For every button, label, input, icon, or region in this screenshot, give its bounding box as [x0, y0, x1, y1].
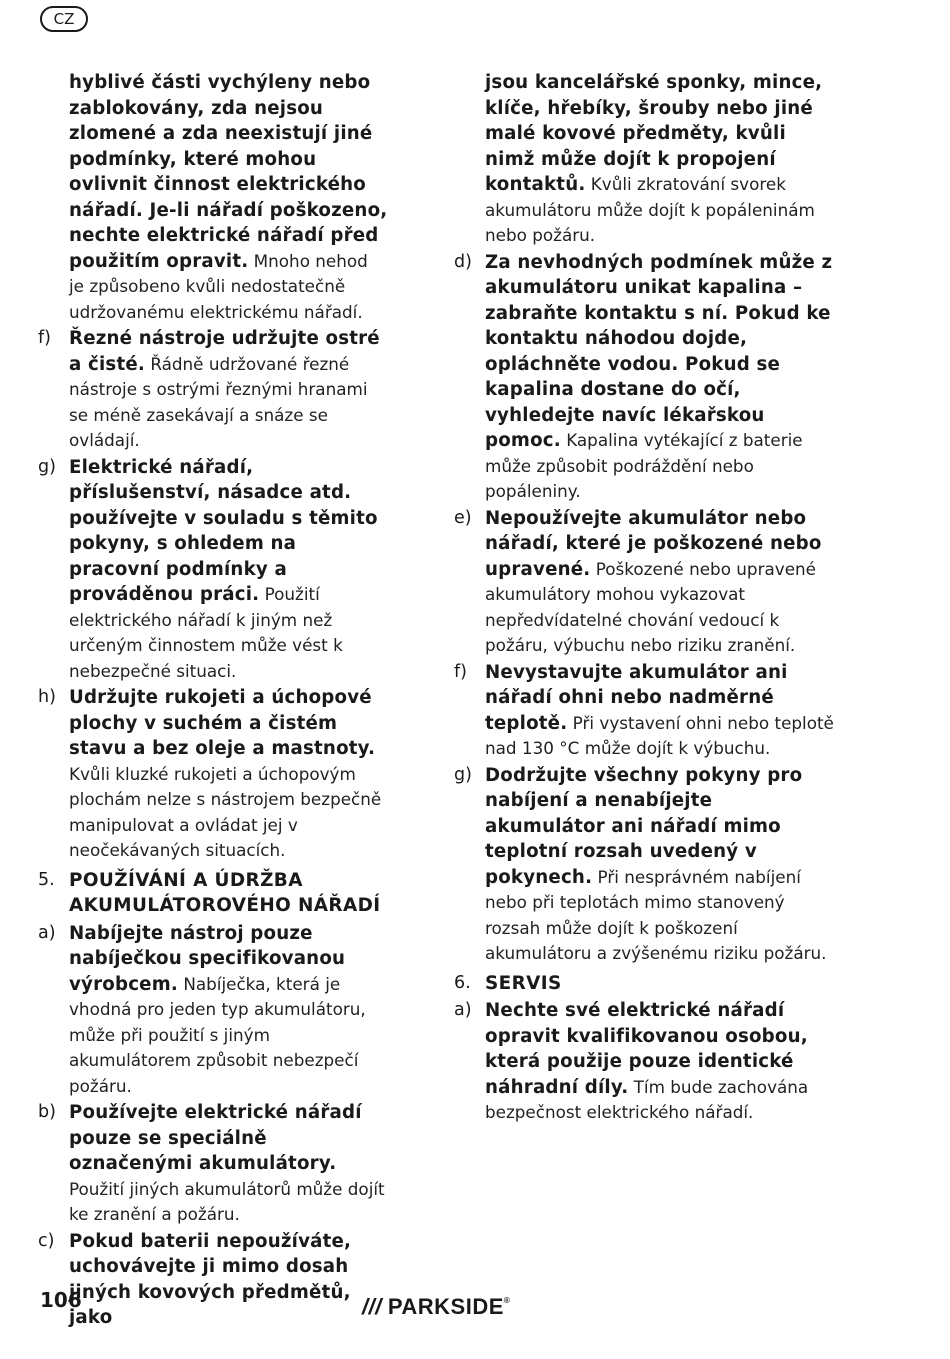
- list-item-h: [38, 685, 388, 864]
- list-item-text: Tím bude zachována bezpečnost elektrického nářadí.: [485, 1076, 809, 1122]
- list-item-text: Kvůli kluzké rukojeti a úchopovým plochám nelze s nástrojem bezpečně manipulovat a ovládat jej v neočekávaných situacích.: [69, 763, 382, 860]
- list-item-d: [454, 250, 834, 505]
- intro-bold-text: hyblivé části vychýleny nebo zablokovány, zda nejsou zlomené a zda neexistují jiné podmínky, které mohou ovlivnit činnost elektrického nářadí. Je-li nářadí poškozeno, nechte elektrické nářadí před použitím opravit.: [69, 72, 388, 272]
- brand-logo: [362, 1294, 510, 1320]
- right-column: [454, 70, 834, 1127]
- list-item-letter: h): [38, 687, 56, 707]
- brand-name: PARKSIDE: [387, 1294, 504, 1319]
- list-item-text: Řádně udržované řezné nástroje s ostrými řeznými hranami se méně zasekávají a snáze se ovládají.: [69, 353, 368, 450]
- list-item-letter: g): [454, 764, 472, 785]
- section-title: POUŽÍVÁNÍ A ÚDRŽBA AKUMULÁTOROVÉHO NÁŘADÍ: [69, 869, 381, 916]
- list-item-bold: Elektrické nářadí, příslušenství, násadce atd. používejte v souladu s těmito pokyny, s ohledem na pracovní podmínky a prováděnou práci.: [69, 456, 378, 605]
- list-item-b: [38, 1100, 388, 1228]
- section-5-heading: [38, 868, 388, 919]
- left-column: [38, 70, 388, 1332]
- section-number: 6.: [454, 972, 471, 993]
- page-number: 106: [40, 1288, 82, 1312]
- list-item-g: [38, 455, 388, 685]
- list-item-letter: d): [454, 251, 472, 272]
- list-item-letter: g): [38, 456, 56, 477]
- language-badge: CZ: [40, 6, 88, 32]
- list-item-letter: a): [454, 1000, 472, 1020]
- list-item-bold: Nechte své elektrické nářadí opravit kvalifikovanou osobou, která použije pouze identické náhradní díly.: [485, 1000, 808, 1098]
- list-item-bold: Pokud baterii nepoužíváte, uchovávejte ji mimo dosah jiných kovových předmětů, jako: [69, 1230, 352, 1328]
- section-title: SERVIS: [485, 972, 562, 994]
- brand-slashes: ///: [362, 1294, 382, 1319]
- list-item-letter: f): [454, 661, 467, 682]
- continuation-normal-text: Kvůli zkratování svorek akumulátoru může dojít k popáleninám nebo požáru.: [485, 174, 815, 245]
- list-item-bold: Udržujte rukojeti a úchopové plochy v suchém a čistém stavu a bez oleje a mastnoty.: [69, 687, 376, 759]
- intro-normal-text: Mnoho nehod je způsobeno kvůli nedostatečně udržovanému elektrickému nářadí.: [69, 250, 368, 322]
- list-item-a: [454, 998, 834, 1126]
- list-item-f: [38, 326, 388, 454]
- list-item-text: Při vystavení ohni nebo teplotě nad 130 °C může dojít k výbuchu.: [485, 712, 834, 758]
- list-item-a: [38, 921, 388, 1100]
- list-item-letter: a): [38, 922, 56, 943]
- continuation-paragraph: [454, 70, 834, 249]
- list-item-text: Použití elektrického nářadí k jiným než určeným činnostem může vést k nebezpečné situaci.: [69, 584, 343, 681]
- list-item-text: Při nesprávném nabíjení nebo při teplotách mimo stanovený rozsah může dojít k poškození akumulátoru a zvýšenému riziku požáru.: [485, 866, 827, 963]
- list-item-bold: Nepoužívejte akumulátor nebo nářadí, které je poškozené nebo upravené.: [485, 507, 822, 580]
- section-6-heading: [454, 971, 834, 997]
- list-item-e: [454, 506, 834, 659]
- list-item-text: Kapalina vytékající z baterie může způsobit podráždění nebo popáleniny.: [485, 430, 803, 501]
- list-item-bold: Nevystavujte akumulátor ani nářadí ohni nebo nadměrné teplotě.: [485, 661, 788, 734]
- list-item-text: Nabíječka, která je vhodná pro jeden typ akumulátoru, může při použití s jiným akumulátorem způsobit nebezpečí požáru.: [69, 973, 366, 1096]
- registered-mark: ®: [503, 1296, 511, 1305]
- list-item-bold: Nabíjejte nástroj pouze nabíječkou specifikovanou výrobcem.: [69, 922, 346, 995]
- list-item-bold: Dodržujte všechny pokyny pro nabíjení a nenabíjejte akumulátor ani nářadí mimo teplotní rozsah uvedený v pokynech.: [485, 764, 803, 888]
- list-item-bold: Za nevhodných podmínek může z akumulátoru unikat kapalina – zabraňte kontaktu s ní. Pokud ke kontaktu náhodou dojde, opláchněte vodou. Pokud se kapalina dostane do očí, vyhledejte navíc lékařskou pomoc.: [485, 251, 833, 451]
- intro-paragraph: [38, 70, 388, 325]
- list-item-c: [38, 1229, 388, 1331]
- list-item-text: Použití jiných akumulátorů může dojít ke zranění a požáru.: [69, 1178, 385, 1224]
- continuation-bold-text: jsou kancelářské sponky, mince, klíče, hřebíky, šrouby nebo jiné malé kovové předměty, kvůli nimž může dojít k propojení kontaktů.: [485, 72, 823, 195]
- list-item-letter: b): [38, 1102, 56, 1122]
- list-item-bold: Řezné nástroje udržujte ostré a čisté.: [69, 328, 380, 375]
- list-item-letter: f): [38, 328, 51, 348]
- list-item-letter: c): [38, 1230, 55, 1251]
- list-item-letter: e): [454, 507, 472, 528]
- list-item-text: Poškozené nebo upravené akumulátory mohou vykazovat nepředvídatelné chování vedoucí k požáru, výbuchu nebo riziku zranění.: [485, 558, 816, 655]
- list-item-f: [454, 660, 834, 762]
- list-item-bold: Používejte elektrické nářadí pouze se speciálně označenými akumulátory.: [69, 1102, 362, 1174]
- section-number: 5.: [38, 869, 55, 890]
- list-item-g: [454, 763, 834, 967]
